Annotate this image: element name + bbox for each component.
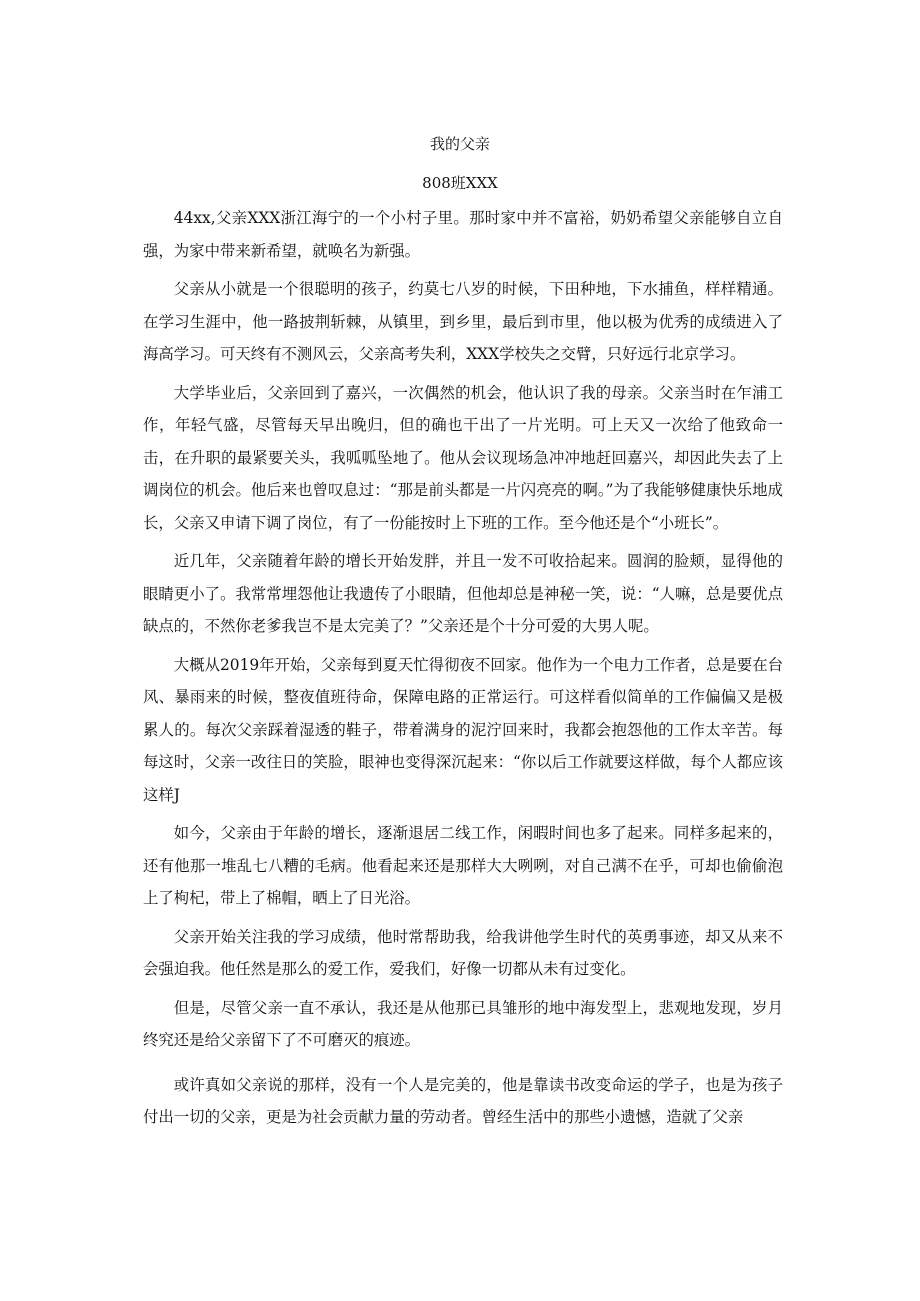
paragraph: 44xx,父亲XXX浙江海宁的一个小村子里。那时家中并不富裕，奶奶希望父亲能够自立自强，为家中带来新希望，就唤名为新强。 (143, 209, 783, 260)
paragraph: 如今，父亲由于年龄的增长，逐渐退居二线工作，闲暇时间也多了起来。同样多起来的，还有他那一堆乱七八糟的毛病。他看起来还是那样大大咧咧，对自己满不在乎，可却也偷偷泡上了枸杞，带上了棉帽，晒上了日光浴。 (143, 824, 783, 907)
paragraph: 但是，尽管父亲一直不承认，我还是从他那已具雏形的地中海发型上，悲观地发现，岁月终究还是给父亲留下了不可磨灭的痕迹。 (143, 998, 783, 1049)
document-title: 我的父亲 (429, 135, 490, 153)
paragraph: 大学毕业后，父亲回到了嘉兴，一次偶然的机会，他认识了我的母亲。父亲当时在乍浦工作，年轻气盛，尽管每天早出晚归，但的确也干出了一片光明。可上天又一次给了他致命一击，在升职的最紧要关头，我呱呱坠地了。他从会议现场急冲冲地赶回嘉兴，却因此失去了上调岗位的机会。他后来也曾叹息过：“那是前头都是一片闪亮亮的啊。”为了我能够健康快乐地成长，父亲又申请下调了岗位，有了一份能按时上下班的工作。至今他还是个“小班长”。 (143, 383, 783, 532)
paragraph: 父亲从小就是一个很聪明的孩子，约莫七八岁的时候，下田种地，下水捕鱼，样样精通。在学习生涯中，他一路披荆斩棘，从镇里，到乡里，最后到市里，他以极为优秀的成绩进入了海高学习。可天终有不测风云，父亲高考失利，XXX学校失之交臂，只好远行北京学习。 (143, 280, 783, 363)
document-byline: 808班XXX (422, 174, 498, 192)
document-body (143, 202, 783, 1140)
paragraph: 父亲开始关注我的学习成绩，他时常帮助我，给我讲他学生时代的英勇事迹，却又从来不会强迫我。他任然是那么的爱工作，爱我们，好像一切都从未有过变化。 (143, 927, 783, 978)
paragraph: 大概从2019年开始，父亲每到夏天忙得彻夜不回家。他作为一个电力工作者，总是要在台风、暴雨来的时候，整夜值班待命，保障电路的正常运行。可这样看似简单的工作偏偏又是极累人的。每次父亲踩着湿透的鞋子，带着满身的泥泞回来时，我都会抱怨他的工作太辛苦。每每这时，父亲一改往日的笑脸，眼神也变得深沉起来：“你以后工作就要这样做，每个人都应该这样J (143, 655, 783, 804)
paragraph: 近几年，父亲随着年龄的增长开始发胖，并且一发不可收拾起来。圆润的脸颊，显得他的眼睛更小了。我常常埋怨他让我遗传了小眼睛，但他却总是神秘一笑，说：“人嘛，总是要优点缺点的，不然你老爹我岂不是太完美了？”父亲还是个十分可爱的大男人呢。 (143, 552, 783, 635)
paragraph: 或许真如父亲说的那样，没有一个人是完美的，他是靠读书改变命运的学子，也是为孩子付出一切的父亲，更是为社会贡献力量的劳动者。曾经生活中的那些小遗憾，造就了父亲 (143, 1075, 783, 1126)
